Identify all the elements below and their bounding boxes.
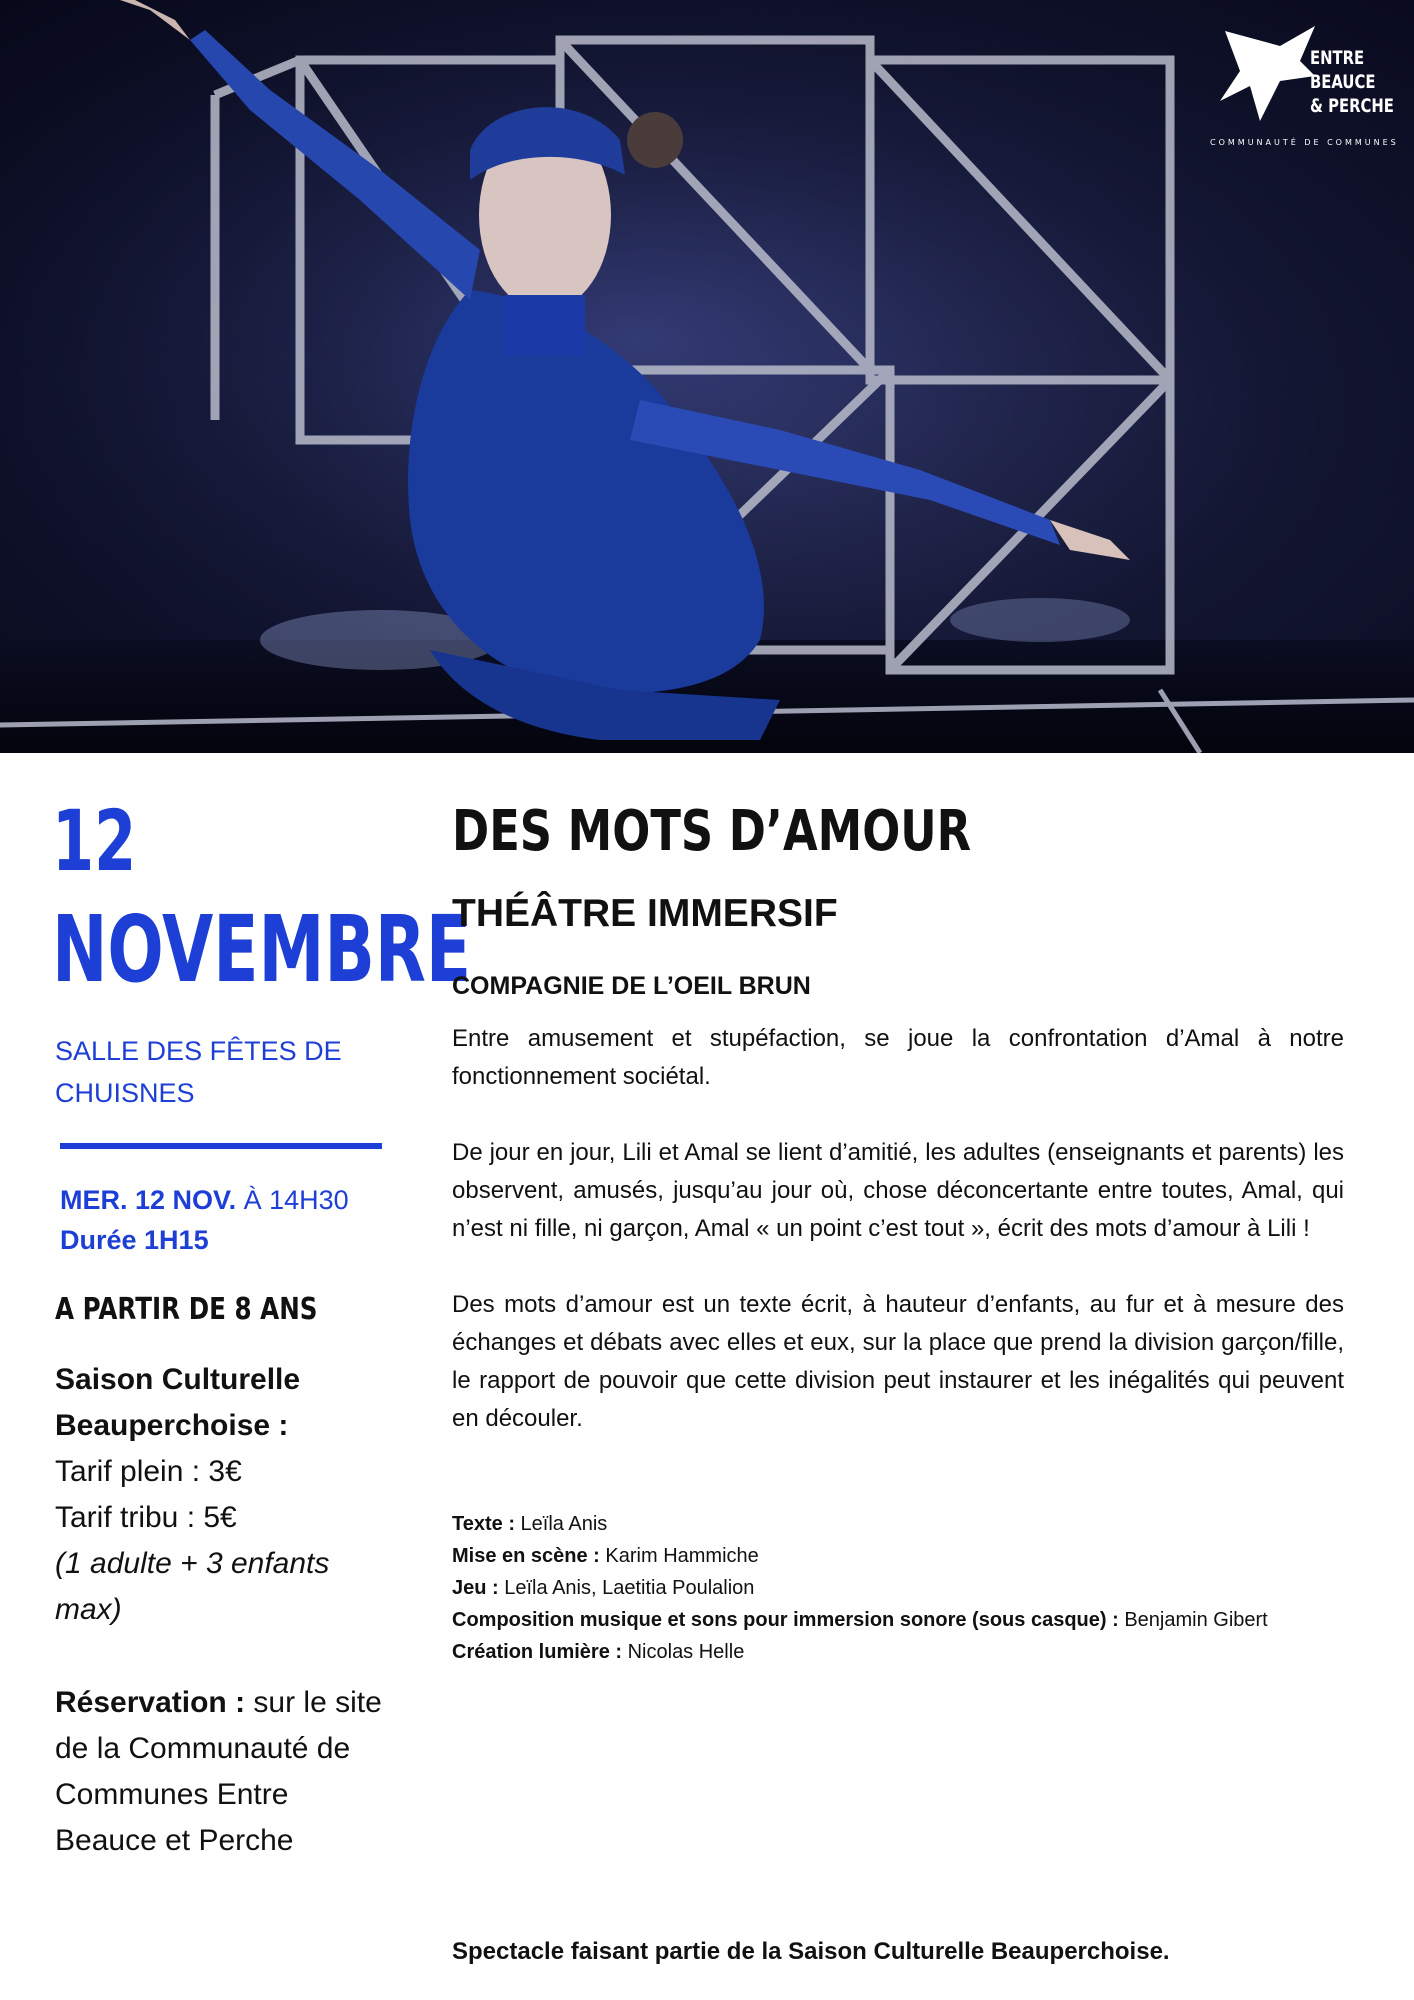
credit-item [452,1604,1344,1636]
pricing-block [55,1357,395,1633]
show-title: DES MOTS D’AMOUR [452,799,972,864]
credit-label: Création lumière : [452,1641,623,1663]
credit-label: Mise en scène : [452,1545,600,1567]
credits-list [452,1508,1344,1668]
description-paragraph: Des mots d’amour est un texte écrit, à hauteur d’enfants, au fur et à mesure des échanges et débats avec elles et eux, sur la place que prend la division garçon/fille, le rapport de pouvoir que cette division peut instaurer et les inégalités qui peuvent en découler. [452,1291,1344,1432]
logo-line-2: BEAUCE [1310,71,1376,93]
credit-value: Benjamin Gibert [1124,1609,1268,1631]
season-label: Saison Culturelle Beauperchoise : [55,1363,301,1442]
show-genre: THÉÂTRE IMMERSIF [452,892,838,935]
credit-label: Texte : [452,1513,515,1535]
logo-line-1: ENTRE [1310,47,1365,69]
credit-value: Leïla Anis, Laetitia Poulalion [504,1577,755,1599]
hero-photo [0,0,1414,753]
credit-value: Nicolas Helle [627,1641,745,1663]
credit-item [452,1572,1344,1604]
age-recommendation: A PARTIR DE 8 ANS [55,1292,318,1327]
credit-label: Jeu : [452,1577,499,1599]
logo [1205,16,1399,156]
venue: SALLE DES FÊTES DE CHUISNES [55,1036,342,1108]
schedule-day: MER. 12 NOV. [60,1185,237,1215]
reservation-block [55,1680,395,1864]
company-name: COMPAGNIE DE L’OEIL BRUN [452,972,811,1000]
credit-value: Leïla Anis [520,1513,608,1535]
schedule [60,1180,400,1260]
full-price: Tarif plein : 3€ [55,1455,242,1488]
footer-note: Spectacle faisant partie de la Saison Culturelle Beauperchoise. [452,1938,1170,1965]
logo-line-3: & PERCHE [1310,95,1394,117]
credit-label: Composition musique et sons pour immersion sonore (sous casque) : [452,1609,1119,1631]
description-paragraph: De jour en jour, Lili et Amal se lient d’amitié, les adultes (enseignants et parents) les observent, amusés, jusqu’au jour où, chose déconcertante entre toutes, Amal, qui n’est ni fille, ni garçon, Amal « un point c’est tout », écrit des mots d’amour à Lili ! [452,1139,1344,1242]
credit-value: Karim Hammiche [605,1545,759,1567]
credit-item [452,1508,1344,1540]
schedule-time: À 14H30 [243,1185,349,1215]
credit-item [452,1636,1344,1668]
event-day: 12 [52,792,137,890]
reservation-text: sur le site de la Communauté de Communes Entre Beauce et Perche [55,1686,382,1857]
dancer-scene-illustration [0,0,1414,753]
description-paragraph: Entre amusement et stupéfaction, se joue la confrontation d’Amal à notre fonctionnement sociétal. [452,1025,1344,1090]
reservation-label: Réservation : [55,1686,246,1719]
tribe-price: Tarif tribu : 5€ [55,1501,237,1534]
schedule-duration: Durée 1H15 [60,1225,209,1255]
logo-text [1310,46,1394,118]
event-month: NOVEMBRE [52,896,472,1003]
credit-item [452,1540,1344,1572]
logo-subtitle: COMMUNAUTÉ DE COMMUNES [1210,138,1399,147]
tribe-note: (1 adulte + 3 enfants max) [55,1547,330,1626]
divider [60,1143,382,1149]
show-description [452,1020,1344,1476]
bird-logo-icon [1220,21,1320,131]
